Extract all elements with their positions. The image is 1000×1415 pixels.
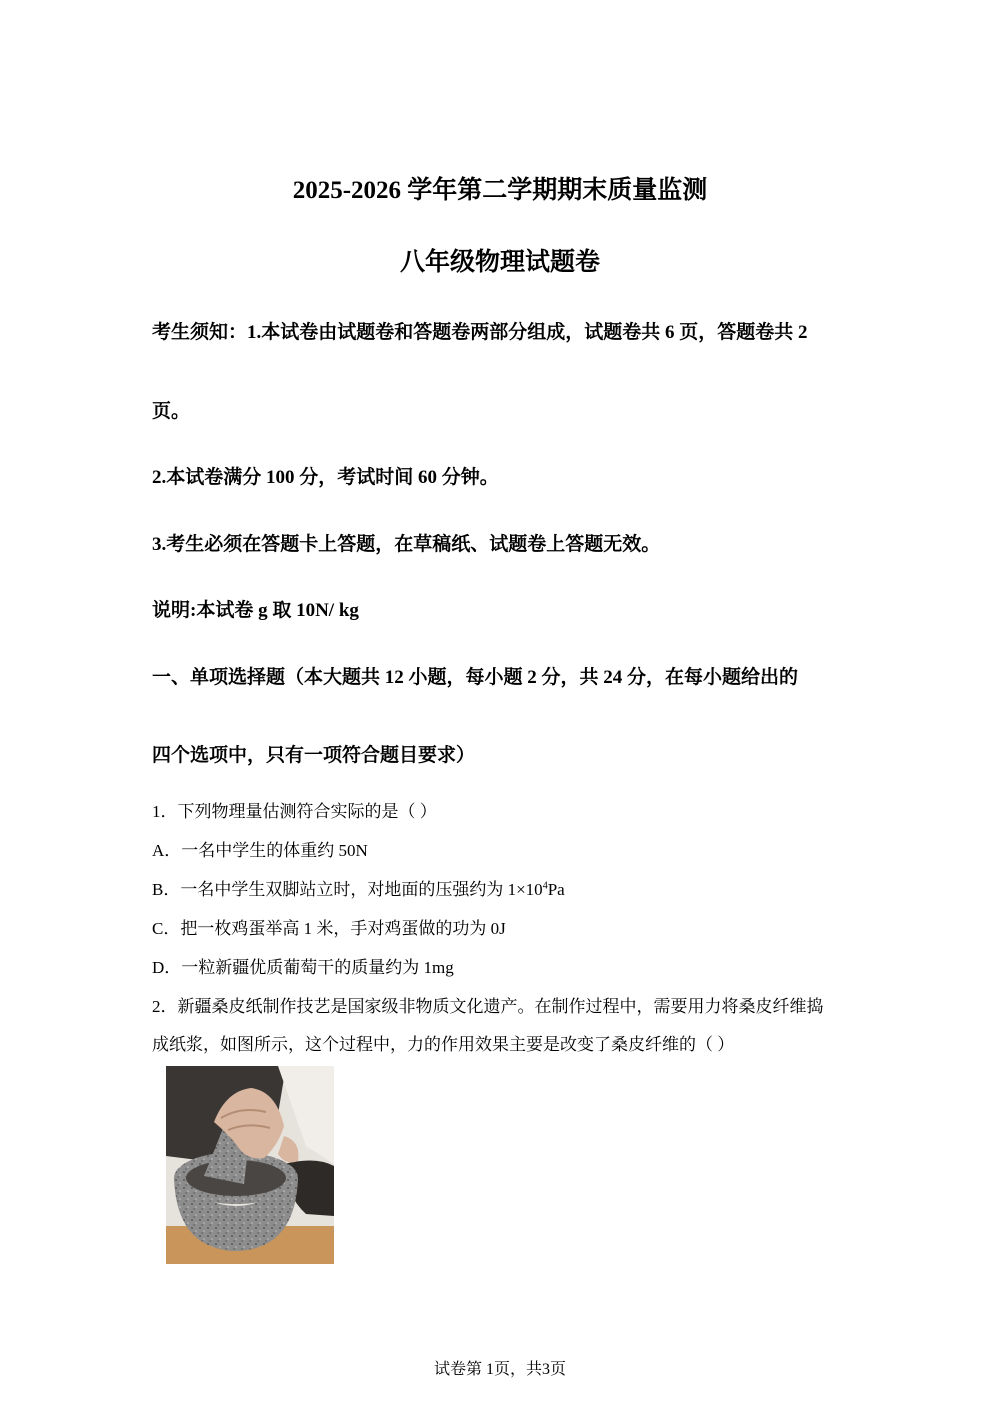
question-2-stem-line-1: 2．新疆桑皮纸制作技艺是国家级非物质文化遗产。在制作过程中，需要用力将桑皮纤维捣 xyxy=(152,997,824,1016)
question-1-stem: 1．下列物理量估测符合实际的是（ ） xyxy=(152,802,437,821)
exam-subtitle: 八年级物理试题卷 xyxy=(399,249,600,276)
notice-line-4: 说明:本试卷 g 取 10N/ kg xyxy=(152,600,359,621)
question-1-option-c: C．把一枚鸡蛋举高 1 米，手对鸡蛋做的功为 0J xyxy=(152,919,506,938)
option-b-exponent: 4 xyxy=(542,880,548,892)
notice-line-1-cont: 页。 xyxy=(152,401,191,422)
question-2-stem-line-2: 成纸浆，如图所示，这个过程中，力的作用效果主要是改变了桑皮纤维的（ ） xyxy=(152,1035,735,1054)
notice-line-1: 考生须知：1.本试卷由试题卷和答题卷两部分组成，试题卷共 6 页，答题卷共 2 xyxy=(152,322,808,343)
option-b-text: B．一名中学生双脚站立时，对地面的压强约为 1×10 xyxy=(152,880,543,899)
section-heading-line-1: 一、单项选择题（本大题共 12 小题，每小题 2 分，共 24 分，在每小题给出的 xyxy=(152,667,799,688)
page-footer: 试卷第 1页，共3页 xyxy=(433,1361,566,1378)
mortar-pestle-photo xyxy=(166,1066,334,1264)
notice-line-3: 3.考生必须在答题卡上答题，在草稿纸、试题卷上答题无效。 xyxy=(152,534,661,555)
exam-title: 2025-2026 学年第二学期期末质量监测 xyxy=(292,177,708,204)
section-heading-line-2: 四个选项中，只有一项符合题目要求） xyxy=(152,745,476,766)
question-1-option-a: A．一名中学生的体重约 50N xyxy=(152,841,368,860)
question-1-option-d: D．一粒新疆优质葡萄干的质量约为 1mg xyxy=(152,958,454,977)
notice-line-2: 2.本试卷满分 100 分，考试时间 60 分钟。 xyxy=(152,467,499,488)
option-b-unit: Pa xyxy=(547,880,565,899)
question-1-option-b xyxy=(152,875,565,900)
